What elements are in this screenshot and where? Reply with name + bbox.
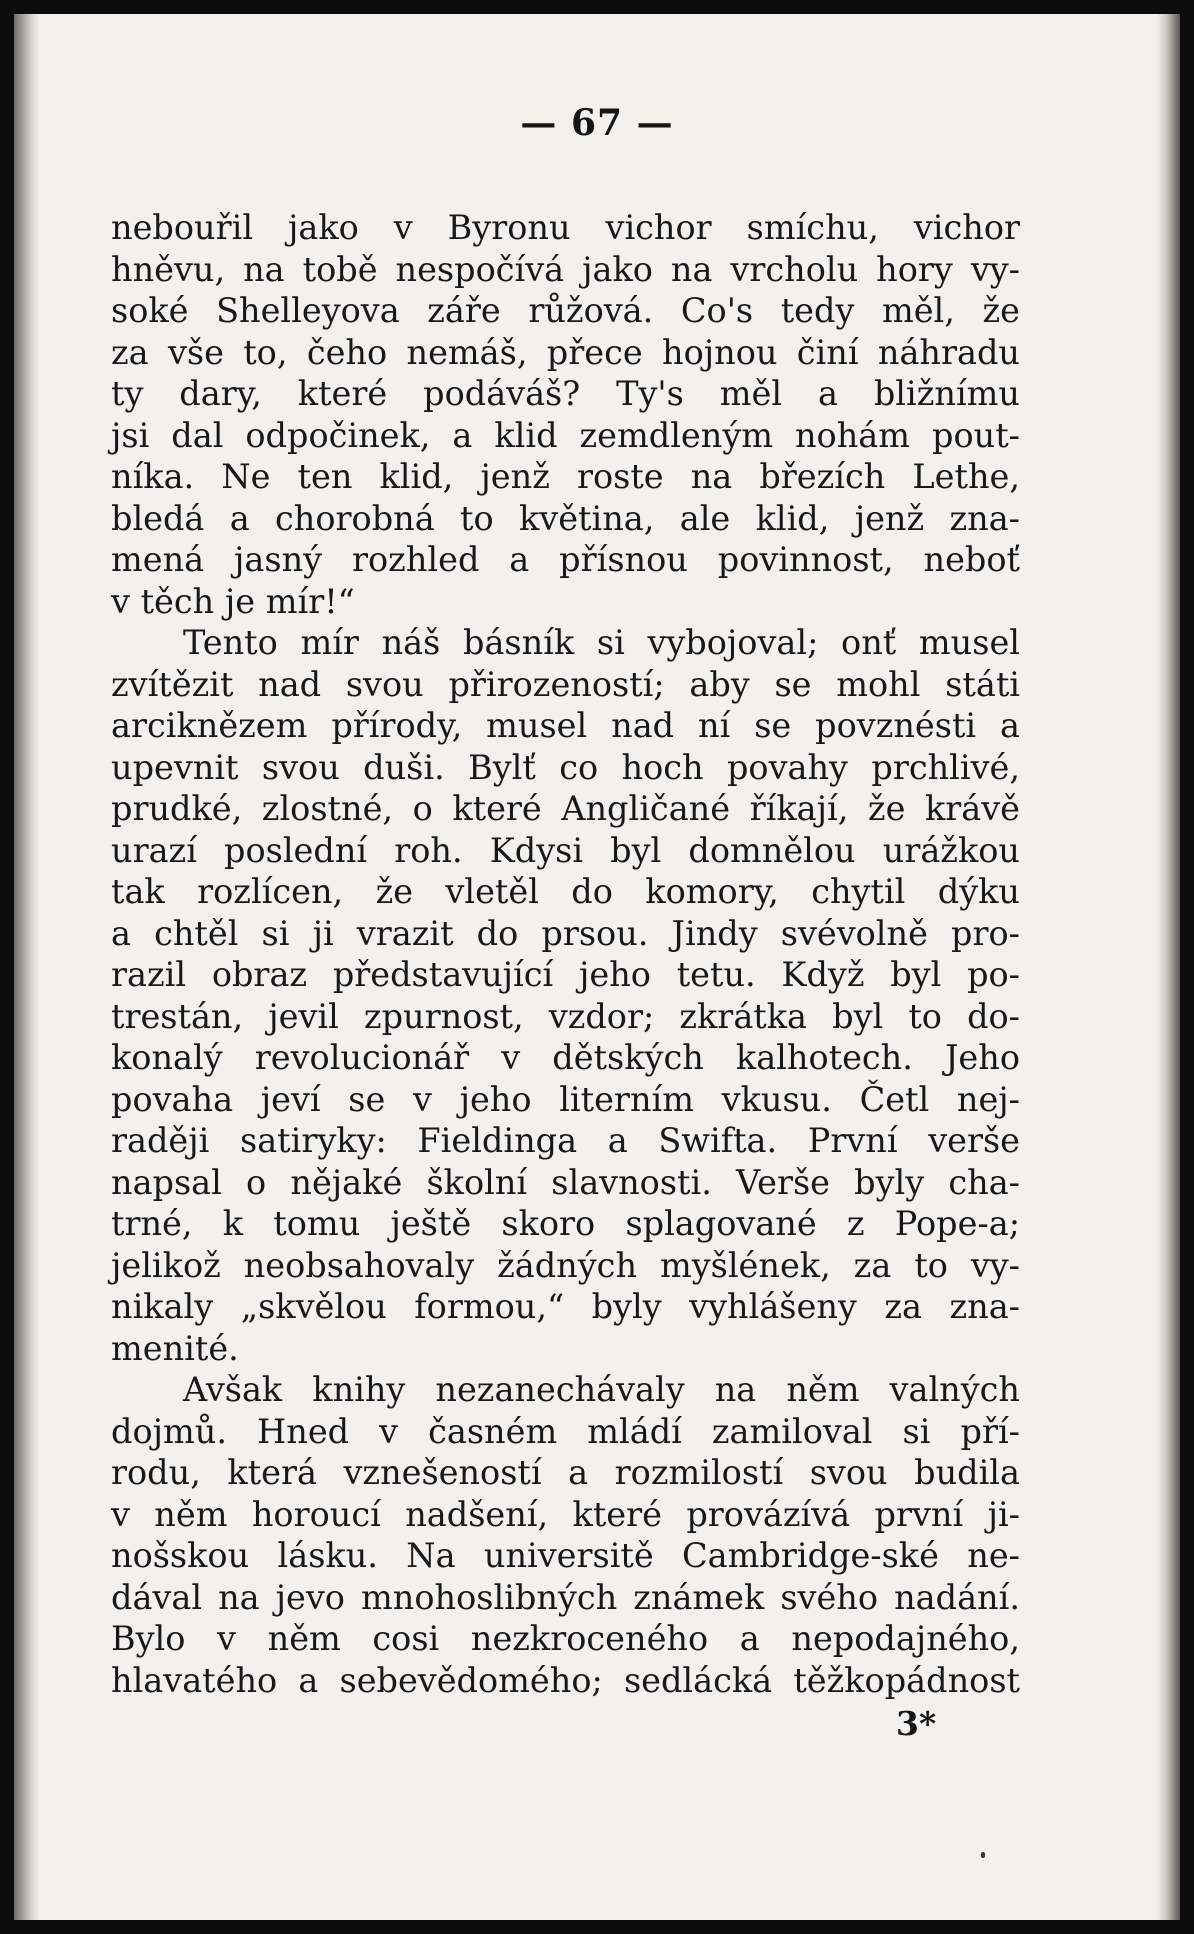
text-line: upevnit svou duši. Bylť co hoch povahy prchlivé,: [111, 747, 1020, 787]
text-line: v něm horoucí nadšení, které provázívá první ji-: [111, 1494, 1020, 1534]
text-line: trné, k tomu ještě skoro splagované z Pope-a;: [111, 1204, 1020, 1243]
text-line: dával na jevo mnohoslibných známek svého nadání.: [111, 1577, 1020, 1617]
text-line: prudké, zlostné, o které Angličané říkají, že krávě: [111, 789, 1020, 828]
text-line: tak rozlícen, že vletěl do komory, chytil dýku: [111, 872, 1020, 911]
text-line: napsal o nějaké školní slavnosti. Verše byly cha-: [111, 1162, 1020, 1202]
text-line: bledá a chorobná to květina, ale klid, jenž zna-: [111, 498, 1020, 538]
text-line: nošskou lásku. Na universitě Cambridge-ské ne-: [111, 1536, 1020, 1575]
text-line: mená jasný rozhled a přísnou povinnost, neboť: [111, 540, 1020, 579]
text-line: níka. Ne ten klid, jenž roste na březích Lethe,: [111, 457, 1020, 496]
text-line: nebouřil jako v Byronu vichor smíchu, vichor: [111, 208, 1020, 247]
text-line: dojmů. Hned v časném mládí zamiloval si pří-: [111, 1411, 1020, 1451]
text-line: jelikož neobsahovaly žádných myšlének, za to vy-: [111, 1245, 1020, 1285]
text-line: zvítězit nad svou přirozeností; aby se mohl státi: [111, 664, 1020, 704]
text-line: menité.: [111, 1328, 239, 1368]
text-line: hlavatého a sebevědomého; sedlácká těžkopádnost: [111, 1660, 1020, 1700]
text-line: ty dary, které podáváš? Ty's měl a bližnímu: [111, 374, 1020, 413]
text-line: hněvu, na tobě nespočívá jako na vrcholu hory vy-: [111, 249, 1020, 289]
text-line: soké Shelleyova záře růžová. Co's tedy měl, že: [111, 291, 1020, 330]
text-line: urazí poslední roh. Kdysi byl domnělou urážkou: [111, 830, 1020, 870]
text-line: povaha jeví se v jeho literním vkusu. Četl nej-: [111, 1079, 1020, 1119]
text-line: konalý revolucionář v dětských kalhotech. Jeho: [111, 1038, 1020, 1077]
ink-speck: [981, 1852, 985, 1858]
text-line: raději satiryky: Fieldinga a Swifta. První verše: [111, 1121, 1020, 1160]
text-line: Tento mír náš básník si vybojoval; onť musel: [183, 623, 1020, 662]
text-line: Avšak knihy nezanechávaly na něm valných: [183, 1370, 1020, 1409]
signature-mark: 3*: [896, 1704, 937, 1743]
text-line: za vše to, čeho nemáš, přece hojnou činí náhradu: [111, 332, 1020, 372]
text-line: rodu, která vznešeností a rozmilostí svou budila: [111, 1453, 1020, 1492]
page-number-header: — 67 —: [520, 102, 674, 144]
text-line: arciknězem přírody, musel nad ní se povznésti a: [111, 706, 1020, 745]
body-text: [111, 207, 1020, 1701]
book-page: [14, 14, 1180, 1920]
text-line: nikaly „skvělou formou,“ byly vyhlášeny za zna-: [111, 1287, 1020, 1326]
text-line: Bylo v něm cosi nezkroceného a nepodajného,: [111, 1619, 1020, 1658]
text-line: trestán, jevil zpurnost, vzdor; zkrátka byl to do-: [111, 996, 1020, 1036]
text-line: v těch je mír!“: [111, 581, 355, 621]
text-line: a chtěl si ji vrazit do prsou. Jindy svévolně pro-: [111, 913, 1020, 953]
text-line: razil obraz představující jeho tetu. Když byl po-: [111, 955, 1020, 994]
text-line: jsi dal odpočinek, a klid zemdleným nohám pout-: [111, 415, 1020, 455]
